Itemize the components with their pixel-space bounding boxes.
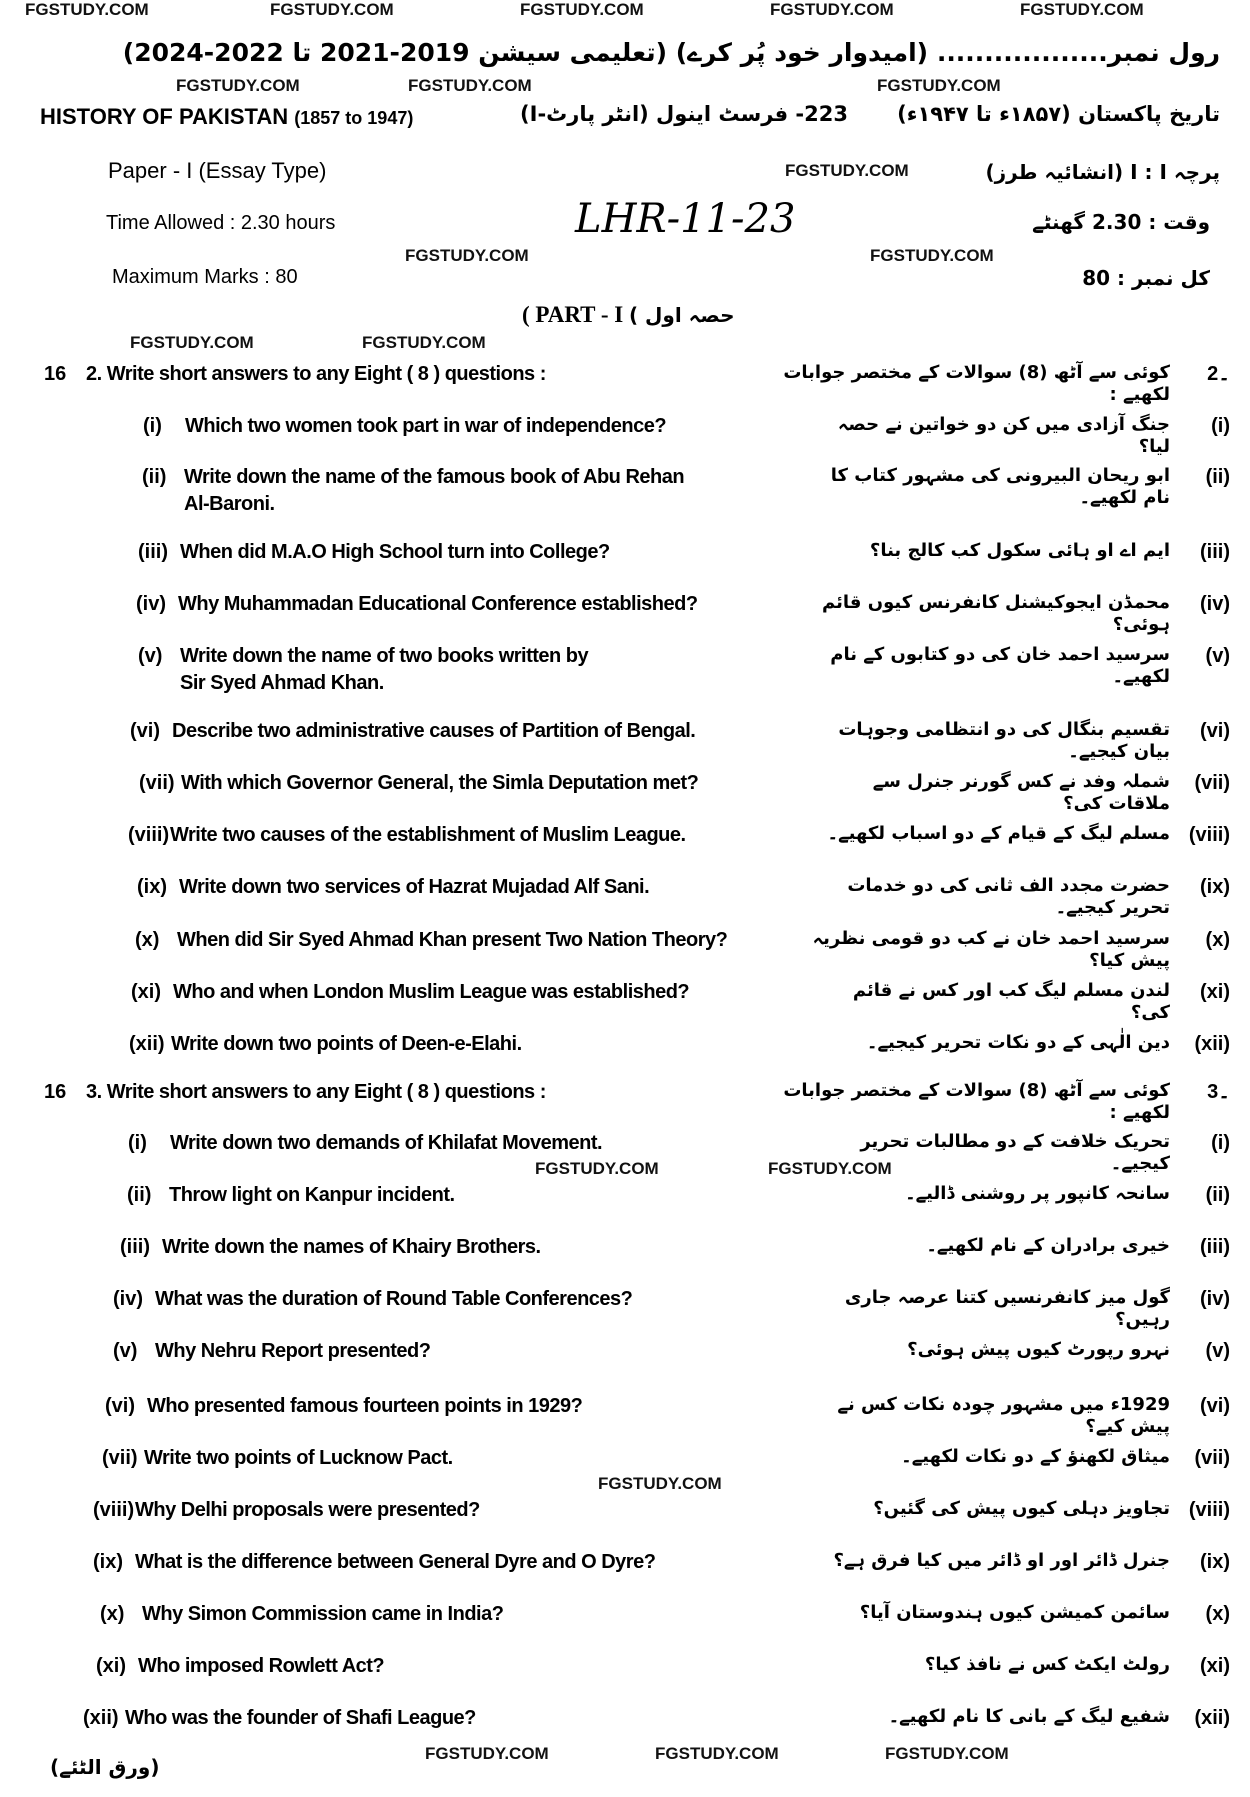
question-text-en: Who presented famous fourteen points in 1929? [147,1395,583,1417]
question-text-en-continued: Sir Syed Ahmad Khan. [180,672,384,694]
part-en: ( PART - I [522,302,624,327]
watermark: FGSTUDY.COM [362,333,486,352]
question-number: (vii) [139,772,175,794]
watermark: FGSTUDY.COM [425,1744,549,1763]
question-text-en: Who imposed Rowlett Act? [138,1655,385,1677]
question-text-en: Throw light on Kanpur incident. [169,1184,455,1206]
question-row [0,465,1250,515]
question-number: (x) [100,1603,125,1625]
question-number: (iii) [138,541,168,563]
question-text-urdu: لندن مسلم لیگ کب اور کس نے قائم کی؟ [852,980,1170,1023]
question-text-urdu: میثاق لکھنؤ کے دو نکات لکھیے۔ [901,1446,1170,1467]
watermark: FGSTUDY.COM [768,1159,892,1178]
question-text-en: Who was the founder of Shafi League? [125,1707,476,1729]
question-number: (i) [128,1132,147,1154]
question-row [0,1446,1250,1476]
section-number-urdu: 3۔ [1207,1081,1230,1103]
section-title-en: 3. Write short answers to any Eight ( 8 ) questions : [86,1081,546,1103]
question-number: (i) [143,415,162,437]
question-row [0,1498,1250,1528]
subject-title [40,104,413,130]
question-number-urdu: (viii) [1188,824,1230,846]
question-number: (xi) [96,1655,126,1677]
watermark: FGSTUDY.COM [1020,0,1144,19]
question-text-en: Describe two administrative causes of Partition of Bengal. [172,720,696,742]
section-marks: 16 [44,1081,67,1103]
question-text-urdu: تجاویز دہلی کیوں پیش کی گئیں؟ [873,1498,1170,1519]
question-text-en: Write down two demands of Khilafat Movement. [170,1132,603,1154]
subject-en: HISTORY OF PAKISTAN [40,104,289,129]
watermark: FGSTUDY.COM [770,0,894,19]
question-number-urdu: (vi) [1200,1395,1230,1417]
question-number: (ii) [142,466,167,488]
question-number: (v) [113,1340,138,1362]
paper-urdu: پرچہ I : I (انشائیہ طرز) [985,160,1220,184]
question-number: (vii) [102,1447,138,1469]
section-title-urdu: کوئی سے آٹھ (8) سوالات کے مختصر جوابات لکھیے : [783,362,1170,405]
question-text-en: Who and when London Muslim League was established? [173,981,690,1003]
question-text-urdu: تقسیم بنگال کی دو انتظامی وجوہات بیان کیجیے۔ [838,719,1170,762]
question-number: (iv) [136,593,166,615]
question-text-en: What is the difference between General Dyre and O Dyre? [135,1551,656,1573]
question-text-en: When did Sir Syed Ahmad Khan present Two Nation Theory? [177,929,728,951]
question-number-urdu: (ii) [1205,466,1230,488]
subject-urdu: تاریخ پاکستان (۱۸۵۷ء تا ۱۹۴۷ء) [897,102,1220,126]
question-text-en: Write two causes of the establishment of Muslim League. [170,824,686,846]
question-row [0,875,1250,918]
question-number-urdu: (xi) [1200,981,1230,1003]
question-text-en: Write down the name of two books written by [180,645,589,667]
question-number: (v) [138,645,163,667]
watermark: FGSTUDY.COM [408,76,532,95]
watermark: FGSTUDY.COM [877,76,1001,95]
time-urdu: وقت : 2.30 گھنٹے [1032,210,1210,234]
question-text-en: Write down the names of Khairy Brothers. [162,1236,541,1258]
question-text-urdu: شفیع لیگ کے بانی کا نام لکھیے۔ [888,1706,1170,1727]
question-text-urdu: دین الٰہی کے دو نکات تحریر کیجیے۔ [866,1032,1170,1053]
session-line: رول نمبر.................. (امیدوار خود پُر کرے) (تعلیمی سیشن 2019-2021 تا 2022-2024) [122,38,1220,67]
question-text-en: Write two points of Lucknow Pact. [144,1447,453,1469]
question-number-urdu: (x) [1205,929,1230,951]
question-text-en: With which Governor General, the Simla Deputation met? [181,772,699,794]
section-header [0,1080,1250,1123]
watermark: FGSTUDY.COM [870,246,994,265]
part-urdu: حصہ اول ) [628,303,735,327]
question-text-urdu: حضرت مجدد الف ثانی کی دو خدمات تحریر کیجیے۔ [847,875,1170,918]
question-row [0,592,1250,635]
question-number-urdu: (xii) [1194,1033,1230,1055]
question-row [0,1235,1250,1265]
question-number-urdu: (xii) [1194,1707,1230,1729]
question-row [0,1032,1250,1062]
question-text-urdu: گول میز کانفرنسیں کتنا عرصہ جاری رہیں؟ [844,1287,1170,1330]
question-row [0,1183,1250,1213]
question-number-urdu: (x) [1205,1603,1230,1625]
question-text-urdu: جنرل ڈائر اور او ڈائر میں کیا فرق ہے؟ [833,1550,1170,1571]
question-text-urdu: نہرو رپورٹ کیوں پیش ہوئی؟ [907,1339,1170,1360]
question-text-en: When did M.A.O High School turn into College? [180,541,610,563]
question-text-en-continued: Al-Baroni. [184,493,275,515]
question-number-urdu: (iv) [1200,1288,1230,1310]
time-allowed: Time Allowed : 2.30 hours [106,212,336,234]
question-text-urdu: تحریک خلافت کے دو مطالبات تحریر کیجیے۔ [860,1131,1170,1174]
marks-urdu: کل نمبر : 80 [1082,266,1210,290]
question-number: (x) [135,929,160,951]
section-marks: 16 [44,363,67,385]
section-title-urdu: کوئی سے آٹھ (8) سوالات کے مختصر جوابات لکھیے : [783,1080,1170,1123]
watermark: FGSTUDY.COM [130,333,254,352]
maximum-marks: Maximum Marks : 80 [112,266,298,288]
question-number-urdu: (ix) [1200,1551,1230,1573]
watermark: FGSTUDY.COM [270,0,394,19]
question-number-urdu: (viii) [1188,1499,1230,1521]
watermark: FGSTUDY.COM [520,0,644,19]
question-row [0,414,1250,457]
question-number-urdu: (i) [1211,1132,1230,1154]
question-row [0,823,1250,853]
question-text-urdu: 1929ء میں مشہور چودہ نکات کس نے پیش کیے؟ [837,1394,1170,1437]
question-row [0,928,1250,971]
question-row [0,1394,1250,1437]
question-text-urdu: جنگ آزادی میں کن دو خواتین نے حصہ لیا؟ [837,414,1170,457]
question-text-en: Write down the name of the famous book of Abu Rehan [184,466,685,488]
question-number: (xii) [129,1033,165,1055]
question-number-urdu: (i) [1211,415,1230,437]
paper-en: Paper - I (Essay Type) [108,158,327,183]
section-header [0,362,1250,405]
question-number-urdu: (ii) [1205,1184,1230,1206]
watermark: FGSTUDY.COM [176,76,300,95]
question-row [0,1287,1250,1330]
question-number: (xii) [83,1707,119,1729]
watermark: FGSTUDY.COM [655,1744,779,1763]
question-number: (ix) [93,1551,123,1573]
question-number: (viii) [93,1499,135,1521]
question-number: (viii) [128,824,170,846]
question-number-urdu: (v) [1205,1340,1230,1362]
question-row [0,1550,1250,1580]
question-row [0,1654,1250,1684]
question-row [0,1339,1250,1369]
question-number-urdu: (ix) [1200,876,1230,898]
question-text-urdu: رولٹ ایکٹ کس نے نافذ کیا؟ [924,1654,1170,1675]
question-row [0,540,1250,570]
watermark: FGSTUDY.COM [405,246,529,265]
question-text-urdu: سرسید احمد خان نے کب دو قومی نظریہ پیش کیا؟ [812,928,1170,971]
question-number-urdu: (vii) [1194,1447,1230,1469]
part-heading [522,300,735,330]
question-text-urdu: سانحہ کانپور پر روشنی ڈالیے۔ [905,1183,1170,1204]
question-row [0,1706,1250,1736]
question-number-urdu: (v) [1205,645,1230,667]
watermark: FGSTUDY.COM [25,0,149,19]
handwritten-code: LHR-11-23 [575,196,796,242]
question-row [0,719,1250,762]
question-number-urdu: (iv) [1200,593,1230,615]
question-number-urdu: (iii) [1200,1236,1230,1258]
question-number-urdu: (xi) [1200,1655,1230,1677]
question-text-en: What was the duration of Round Table Conferences? [155,1288,633,1310]
question-row [0,980,1250,1023]
paper-code: 223- فرسٹ اینول (انٹر پارٹ-I) [520,102,848,126]
question-text-urdu: خیری برادران کے نام لکھیے۔ [926,1235,1170,1256]
question-text-en: Why Muhammadan Educational Conference established? [178,593,698,615]
question-text-en: Why Nehru Report presented? [155,1340,431,1362]
section-number-urdu: 2۔ [1207,363,1230,385]
watermark: FGSTUDY.COM [598,1474,722,1493]
question-text-urdu: سائمن کمیشن کیوں ہندوستان آیا؟ [859,1602,1170,1623]
question-number-urdu: (vii) [1194,772,1230,794]
question-text-en: Why Delhi proposals were presented? [135,1499,480,1521]
question-text-en: Why Simon Commission came in India? [142,1603,504,1625]
section-title-en: 2. Write short answers to any Eight ( 8 ) questions : [86,363,546,385]
question-row [0,644,1250,694]
watermark: FGSTUDY.COM [785,161,909,180]
watermark: FGSTUDY.COM [885,1744,1009,1763]
question-row [0,771,1250,814]
turn-over-note: (ورق الٹئے) [50,1755,160,1779]
question-number-urdu: (iii) [1200,541,1230,563]
question-text-en: Write down two services of Hazrat Mujadad Alf Sani. [179,876,650,898]
watermark: FGSTUDY.COM [535,1159,659,1178]
question-number: (ii) [127,1184,152,1206]
question-text-urdu: ابو ریحان البیرونی کی مشہور کتاب کا نام لکھیے۔ [830,465,1170,508]
question-text-urdu: شملہ وفد نے کس گورنر جنرل سے ملاقات کی؟ [872,771,1170,814]
question-number: (vi) [105,1395,135,1417]
question-number: (vi) [130,720,160,742]
question-number: (iii) [120,1236,150,1258]
subject-years: (1857 to 1947) [294,108,414,128]
question-text-en: Write down two points of Deen-e-Elahi. [171,1033,522,1055]
question-text-urdu: ایم اے او ہائی سکول کب کالج بنا؟ [869,540,1170,561]
question-number: (xi) [131,981,161,1003]
question-number: (ix) [137,876,167,898]
question-row [0,1602,1250,1632]
question-text-urdu: مسلم لیگ کے قیام کے دو اسباب لکھیے۔ [827,823,1170,844]
question-number: (iv) [113,1288,143,1310]
question-text-urdu: محمڈن ایجوکیشنل کانفرنس کیوں قائم ہوئی؟ [822,592,1170,635]
question-text-en: Which two women took part in war of independence? [185,415,667,437]
question-text-urdu: سرسید احمد خان کی دو کتابوں کے نام لکھیے۔ [830,644,1170,687]
question-number-urdu: (vi) [1200,720,1230,742]
